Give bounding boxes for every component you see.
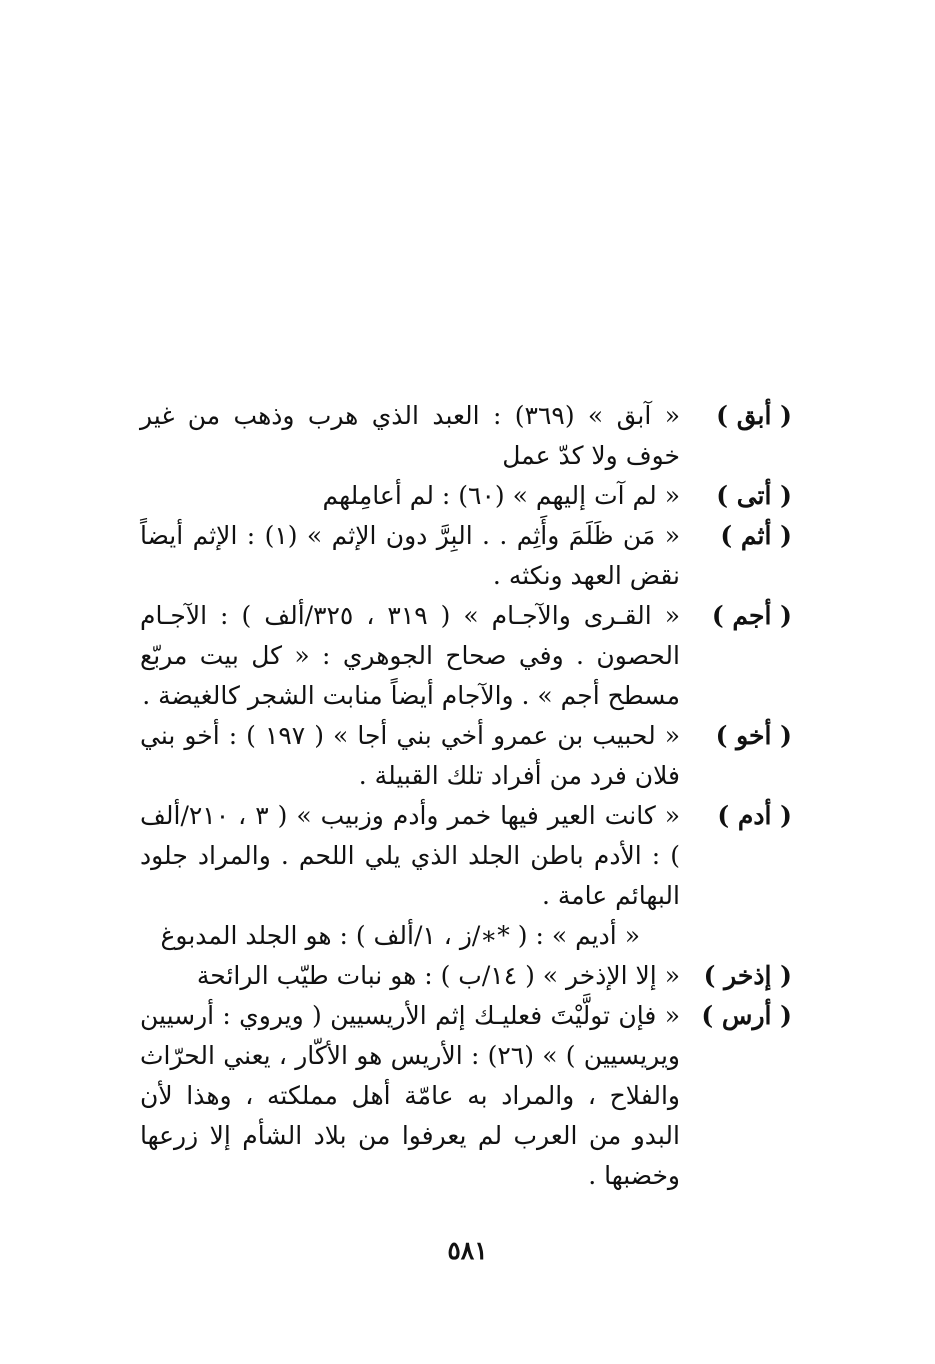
glossary-entry <box>140 476 792 516</box>
entry-definition: « القـرى والآجـام » ( ٣١٩ ، ٣٢٥/ألف ) : الآجـام الحصون . وفي صحاح الجوهري : « كل بيت مربّع مسطح أجم » . والآجام أيضاً منابت الشجر كالغيضة . <box>140 601 680 710</box>
glossary-entry <box>140 956 792 996</box>
entry-headword: ( أخو ) <box>715 721 792 750</box>
glossary-entry <box>140 396 792 476</box>
entry-headword: ( أتى ) <box>716 481 792 510</box>
glossary-entry <box>140 716 792 796</box>
entry-headword: ( أدم ) <box>717 801 792 830</box>
entry-definition: « مَن ظَلَمَ وأَثِم . . البِرَّ دون الإثم » (١) : الإثم أيضاً نقض العهد ونكثه . <box>140 521 680 590</box>
glossary-entry <box>140 796 792 916</box>
entry-headword: ( أجم ) <box>711 601 792 630</box>
entry-definition: « إلا الإذخر » ( ١٤/ب ) : هو نبات طيّب الرائحة <box>196 961 680 990</box>
entry-headword: ( أبق ) <box>716 401 792 430</box>
entry-headword: ( إذخر ) <box>703 961 792 990</box>
entry-definition: « آبق » (٣٦٩) : العبد الذي هرب وذهب من غير خوف ولا كدّ عمل <box>140 401 680 470</box>
glossary-entry <box>140 596 792 716</box>
entry-definition: « لم آت إليهم » (٦٠) : لم أعامِلهم <box>322 481 680 510</box>
glossary-entries <box>140 396 792 1196</box>
glossary-entry <box>140 996 792 1196</box>
page-number: ٥٨١ <box>447 1236 488 1265</box>
entry-headword: ( أرس ) <box>701 1001 792 1030</box>
glossary-sub-entry: « أديم » : ( *∗/ز ، ١/ألف ) : هو الجلد المدبوغ <box>160 921 640 950</box>
entry-definition: « كانت العير فيها خمر وأدم وزبيب » ( ٣ ، ٢١٠/ألف ) : الأدم باطن الجلد الذي يلي اللحم . والمراد جلود البهائم عامة . <box>140 801 681 910</box>
glossary-entry <box>140 516 792 596</box>
entry-definition: « لحبيب بن عمرو أخي بني أجا » ( ١٩٧ ) : أخو بني فلان فرد من أفراد تلك القبيلة . <box>140 721 681 790</box>
entry-definition: « فإن تولَّيْتَ فعليـك إثم الأريسيين ( ويروي : أرسيين ويريسيين ) » (٢٦) : الأريس هو الأكّار ، يعني الحرّاث والفلاح ، والمراد به عامّة أهل مملكته ، وهذا لأن البدو من العرب لم يعرفوا من بلاد الشأم إلا زرعها وخضبها . <box>140 1001 680 1190</box>
entry-headword: ( أثم ) <box>720 521 792 550</box>
